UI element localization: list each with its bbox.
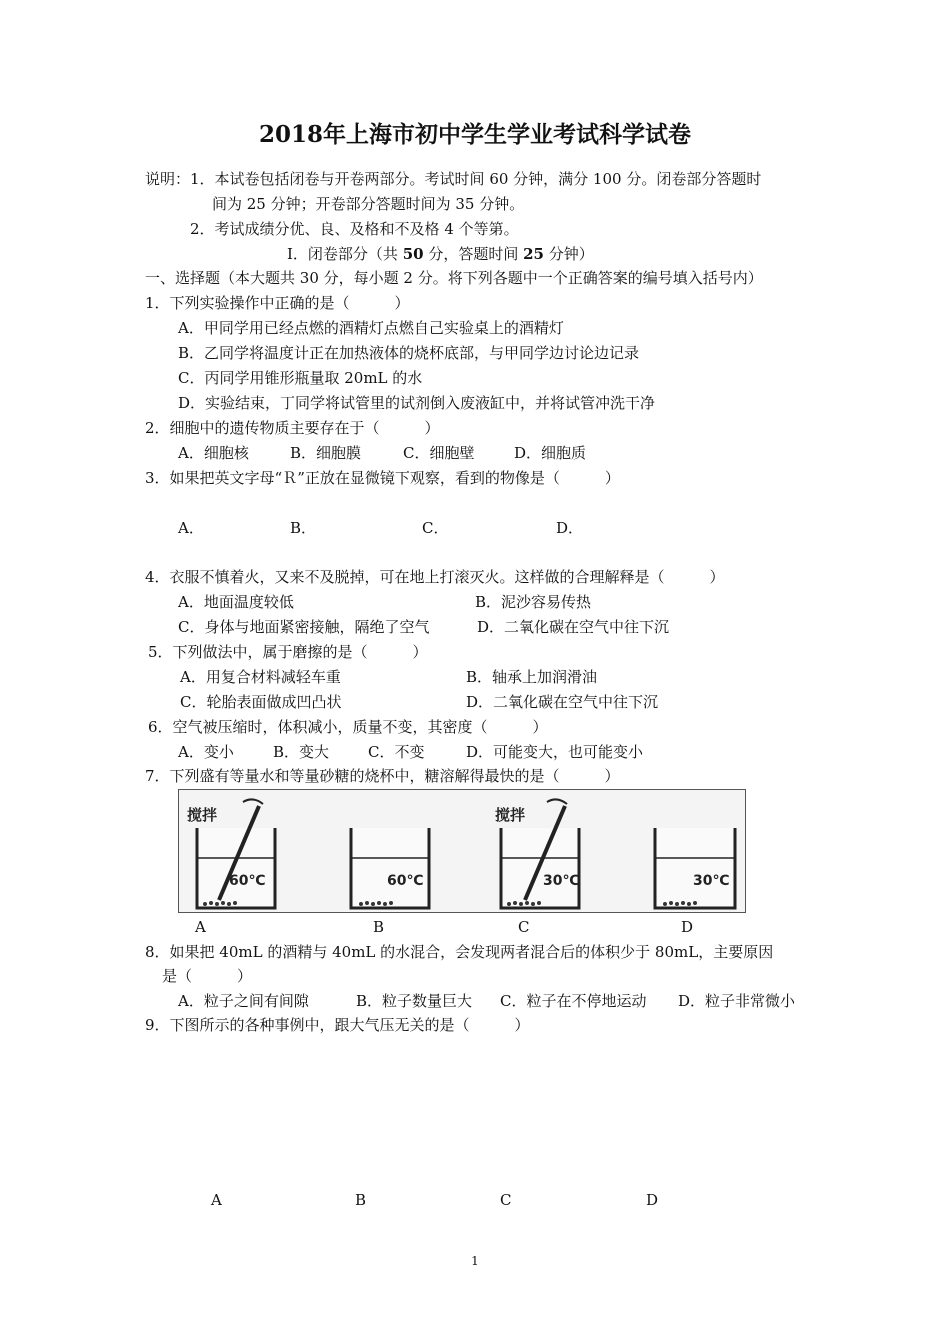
beaker-d-temp: 30℃ xyxy=(693,873,730,889)
option-b: B． xyxy=(290,519,317,537)
beaker-d-glass xyxy=(655,828,735,908)
beaker-a xyxy=(187,799,275,908)
option-a: A．细胞核 xyxy=(178,444,249,462)
option-d: D．实验结束，丁同学将试管里的试剂倒入废液缸中，并将试管冲洗干净 xyxy=(178,394,656,412)
option-b: B．泥沙容易传热 xyxy=(475,593,592,611)
question-stem: 9．下图所示的各种事例中，跟大气压无关的是（ ） xyxy=(145,1016,530,1034)
option-b: B．变大 xyxy=(273,743,330,761)
beaker-c xyxy=(495,799,579,908)
figure-label-a: A xyxy=(211,1191,222,1209)
figure-label-b: B xyxy=(355,1191,367,1209)
beaker-b-temp: 60℃ xyxy=(387,873,424,889)
question-stem: 4．衣服不慎着火，又来不及脱掉，可在地上打滚灭火。这样做的合理解释是（ ） xyxy=(145,568,725,586)
option-a: A．粒子之间有间隙 xyxy=(178,992,309,1010)
option-a: A．地面温度较低 xyxy=(178,593,294,611)
question-stem-cont: 是（ ） xyxy=(162,967,253,985)
beaker-c-temp: 30℃ xyxy=(543,873,580,889)
option-c: C． xyxy=(422,519,449,537)
beaker-a-stir-label: 搅拌 xyxy=(187,806,218,824)
figure-label-a: A xyxy=(195,918,206,936)
instruction-2: 2．考试成绩分优、良、及格和不及格 4 个等第。 xyxy=(190,220,519,238)
option-d: D．细胞质 xyxy=(514,444,587,462)
option-c: C．轮胎表面做成凹凸状 xyxy=(180,693,342,711)
option-b: B．细胞膜 xyxy=(290,444,362,462)
beaker-d xyxy=(655,828,735,908)
figure-label-c: C xyxy=(500,1191,512,1209)
option-a: A．用复合材料减轻车重 xyxy=(180,668,341,686)
question-stem: 5．下列做法中，属于磨擦的是（ ） xyxy=(148,643,428,661)
beakers-figure xyxy=(178,789,746,913)
page-number: 1 xyxy=(471,1254,479,1268)
instruction-1: 1．本试卷包括闭卷与开卷两部分。考试时间 60 分钟，满分 100 分。闭卷部分答题时 xyxy=(190,170,762,188)
question-stem: 6．空气被压缩时，体积减小，质量不变，其密度（ ） xyxy=(148,718,548,736)
beaker-c-stir-arrow xyxy=(547,799,567,804)
question-stem: 8．如果把 40mL 的酒精与 40mL 的水混合，会发现两者混合后的体积少于 80mL，主要原因 xyxy=(145,943,774,961)
option-d: D． xyxy=(556,519,584,537)
question-stem: 3．如果把英文字母“Ｒ”正放在显微镜下观察，看到的物像是（ ） xyxy=(145,469,620,487)
option-d: D．二氧化碳在空气中往下沉 xyxy=(466,693,659,711)
instruction-1-cont: 间为 25 分钟；开卷部分答题时间为 35 分钟。 xyxy=(212,195,525,213)
option-d: D．二氧化碳在空气中往下沉 xyxy=(477,618,670,636)
option-c: C．不变 xyxy=(368,743,425,761)
beaker-b xyxy=(351,828,429,908)
exam-title: 2018年上海市初中学生学业考试科学试卷 xyxy=(258,121,691,148)
option-c: C．丙同学用锥形瓶量取 20mL 的水 xyxy=(178,369,423,387)
option-d: D．可能变大，也可能变小 xyxy=(466,743,644,761)
beaker-b-glass xyxy=(351,828,429,908)
question-stem: 1．下列实验操作中正确的是（ ） xyxy=(145,294,410,312)
beakers-svg xyxy=(179,790,745,912)
option-c: C．细胞壁 xyxy=(403,444,475,462)
option-a: A．变小 xyxy=(178,743,234,761)
section-heading: 一、选择题（本大题共 30 分，每小题 2 分。将下列各题中一个正确答案的编号填入括号内） xyxy=(145,269,763,287)
figure-label-b: B xyxy=(373,918,385,936)
beaker-a-stir-arrow xyxy=(243,799,263,804)
option-c: C．粒子在不停地运动 xyxy=(500,992,647,1010)
beaker-c-stir-label: 搅拌 xyxy=(495,806,526,824)
beaker-a-temp: 60℃ xyxy=(229,873,266,889)
part-heading: Ⅰ．闭卷部分（共 50 分，答题时间 25 分钟） xyxy=(287,245,594,263)
question-stem: 7．下列盛有等量水和等量砂糖的烧杯中，糖溶解得最快的是（ ） xyxy=(145,767,620,785)
figure-label-c: C xyxy=(518,918,530,936)
option-b: B．轴承上加润滑油 xyxy=(466,668,598,686)
option-c: C．身体与地面紧密接触，隔绝了空气 xyxy=(178,618,430,636)
option-d: D．粒子非常微小 xyxy=(678,992,796,1010)
option-b: B．粒子数量巨大 xyxy=(356,992,473,1010)
instructions-label: 说明： xyxy=(145,170,191,188)
option-a: A． xyxy=(178,519,204,537)
option-a: A．甲同学用已经点燃的酒精灯点燃自己实验桌上的酒精灯 xyxy=(178,319,564,337)
beaker-a-glass xyxy=(197,828,275,908)
question-stem: 2．细胞中的遗传物质主要存在于（ ） xyxy=(145,419,440,437)
figure-label-d: D xyxy=(681,918,694,936)
option-b: B．乙同学将温度计正在加热液体的烧杯底部，与甲同学边讨论边记录 xyxy=(178,344,640,362)
figure-label-d: D xyxy=(646,1191,659,1209)
